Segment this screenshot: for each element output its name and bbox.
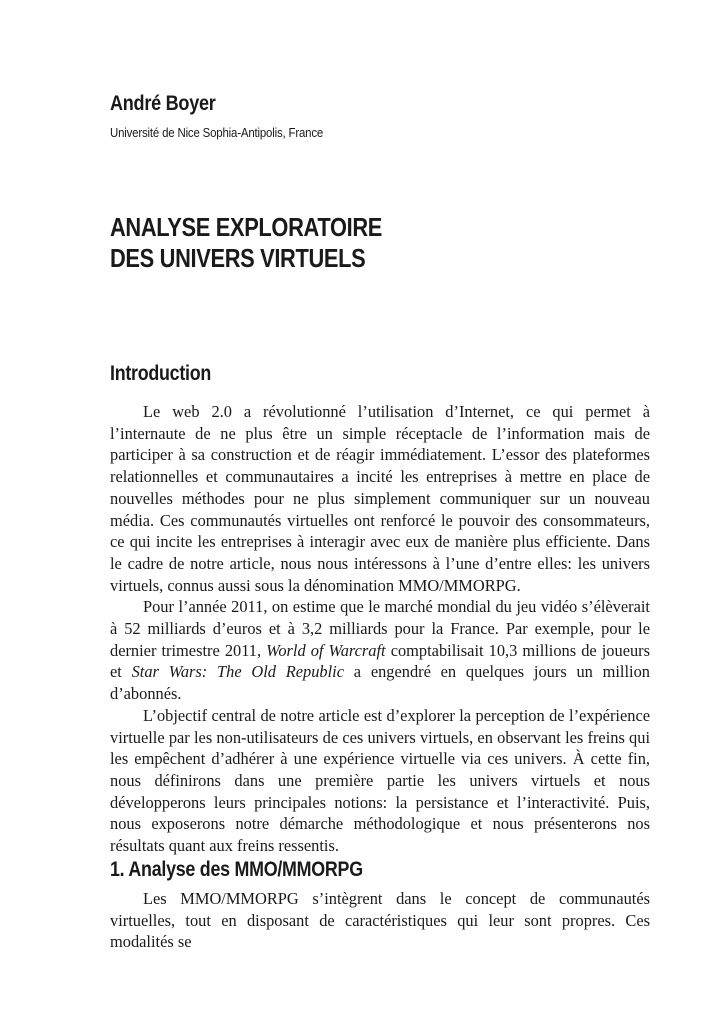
paragraph-2-text-b: comptabilisait 10,3 millions de joueurs et <box>110 640 650 682</box>
article-title-line-2: DES UNIVERS VIRTUELS <box>110 243 366 273</box>
introduction-paragraph-3: L’objectif central de notre article est d’explorer la perception de l’expérience virtuelle par les non-utilisateurs de ces univers virtuels, en observant les freins qui les empêchent d’adhérer à une expérience virtuelle via ces univers. À cette fin, nous définirons dans une première partie les univers virtuels et nous développerons leurs principales notions: la persistance et l’interactivité. Puis, nous exposerons notre démarche méthodologique et nous présenterons nos résultats quant aux freins ressentis. <box>110 705 650 856</box>
section-1-paragraph-1: Les MMO/MMORPG s’intègrent dans le concept de communautés virtuelles, tout en disposant de caractéristiques qui leur sont propres. Ces modalités se <box>110 889 650 952</box>
introduction-body <box>110 401 650 857</box>
introduction-paragraph-2 <box>110 596 650 705</box>
game-title-swtor: Star Wars: The Old Republic <box>131 662 344 682</box>
introduction-heading: Introduction <box>110 362 212 385</box>
game-title-wow: World of Warcraft <box>266 640 386 660</box>
paragraph-2-text-c: a engendré en quelques jours un million d’abonnés. <box>110 662 650 704</box>
paragraph-2-text-a: Pour l’année 2011, on estime que le marché mondial du jeu vidéo s’élèverait à 52 milliards d’euros et à 3,2 milliards pour la France. Par exemple, pour le dernier trimestre 2011, <box>110 597 650 660</box>
article-title <box>110 212 382 274</box>
article-title-line-1: ANALYSE EXPLORATOIRE <box>110 212 383 242</box>
author-name: André Boyer <box>110 92 216 115</box>
section-1-body <box>110 888 650 953</box>
section-1-heading: 1. Analyse des MMO/MMORPG <box>110 858 363 881</box>
introduction-paragraph-1: Le web 2.0 a révolutionné l’utilisation d’Internet, ce qui permet à l’internaute de ne plus être un simple réceptacle de l’information mais de participer à sa construction et de réagir immédiatement. L’essor des plateformes relationnelles et communautaires a incité les entreprises à mettre en place de nouvelles méthodes pour ne plus simplement communiquer sur un nouveau média. Ces communautés virtuelles ont renforcé le pouvoir des consommateurs, ce qui incite les entreprises à interagir avec eux de manière plus efficiente. Dans le cadre de notre article, nous nous intéressons à l’une d’entre elles: les univers virtuels, connus aussi sous la dénomination MMO/MMORPG. <box>110 402 650 595</box>
author-affiliation: Université de Nice Sophia-Antipolis, France <box>110 125 324 140</box>
